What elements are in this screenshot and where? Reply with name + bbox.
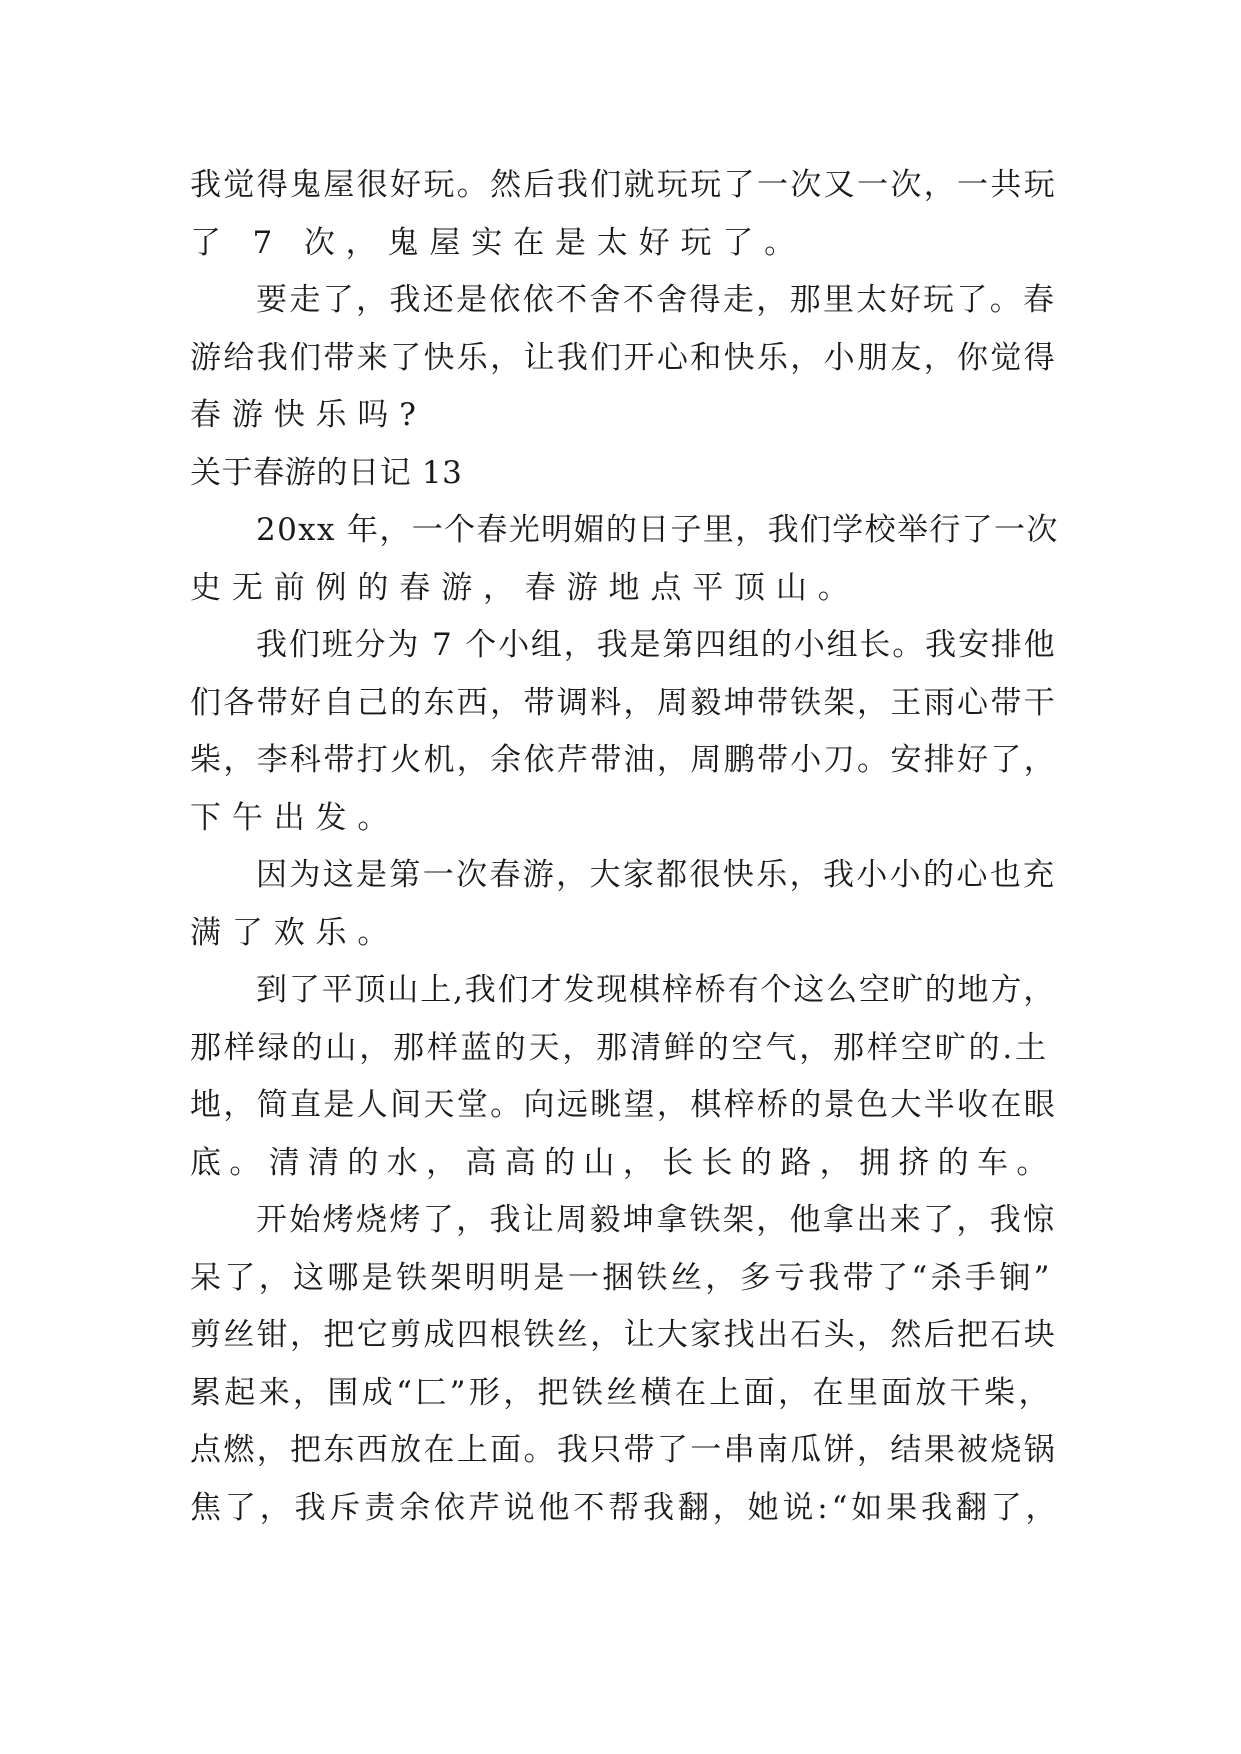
text-line: 累起来，围成“匚”形，把铁丝横在上面，在里面放干柴， — [190, 1374, 1053, 1411]
text-line: 柴，李科带打火机，余依芹带油，周鹏带小刀。安排好了， — [190, 742, 1058, 778]
text-line: 到了平顶山上,我们才发现棋梓桥有个这么空旷的地方， — [256, 972, 1057, 1008]
text-line: 因为这是第一次春游，大家都很快乐，我小小的心也充 — [256, 857, 1057, 893]
text-line: 满了欢乐。 — [190, 914, 400, 951]
text-line: 地，简直是人间天堂。向远眺望，棋梓桥的景色大半收在眼 — [190, 1087, 1058, 1123]
text-line: 我们班分为 7 个小组，我是第四组的小组长。我安排他 — [256, 627, 1057, 663]
text-line: 史无前例的春游，春游地点平顶山。 — [190, 569, 860, 606]
text-line: 开始烤烧烤了，我让周毅坤拿铁架，他拿出来了，我惊 — [256, 1202, 1057, 1238]
text-line: 点燃，把东西放在上面。我只带了一串南瓜饼，结果被烧锅 — [190, 1432, 1058, 1468]
text-line: 要走了，我还是依依不舍不舍得走，那里太好玩了。春 — [256, 282, 1057, 318]
text-line: 底。清清的水，高高的山，长长的路，拥挤的车。 — [190, 1144, 1056, 1181]
text-line: 焦了，我斥责余依芹说他不帮我翻，她说:“如果我翻了， — [190, 1489, 1061, 1526]
section-heading: 关于春游的日记 13 — [190, 454, 463, 491]
text-line: 下午出发。 — [190, 799, 400, 836]
text-line: 游给我们带来了快乐，让我们开心和快乐，小朋友，你觉得 — [190, 339, 1058, 376]
text-line: 们各带好自己的东西，带调料，周毅坤带铁架，王雨心带干 — [190, 684, 1058, 721]
text-line: 那样绿的山，那样蓝的天，那清鲜的空气，那样空旷的.土 — [190, 1029, 1049, 1066]
text-line: 20xx 年，一个春光明媚的日子里，我们学校举行了一次 — [256, 512, 1059, 548]
text-line: 了 7 次，鬼屋实在是太好玩了。 — [190, 224, 807, 261]
document-body — [190, 157, 1060, 1537]
text-line: 呆了，这哪是铁架明明是一捆铁丝，多亏我带了“杀手锏” — [190, 1259, 1053, 1296]
text-line: 剪丝钳，把它剪成四根铁丝，让大家找出石头，然后把石块 — [190, 1317, 1058, 1353]
text-line: 我觉得鬼屋很好玩。然后我们就玩玩了一次又一次，一共玩 — [190, 167, 1058, 203]
text-line: 春游快乐吗? — [190, 397, 427, 433]
